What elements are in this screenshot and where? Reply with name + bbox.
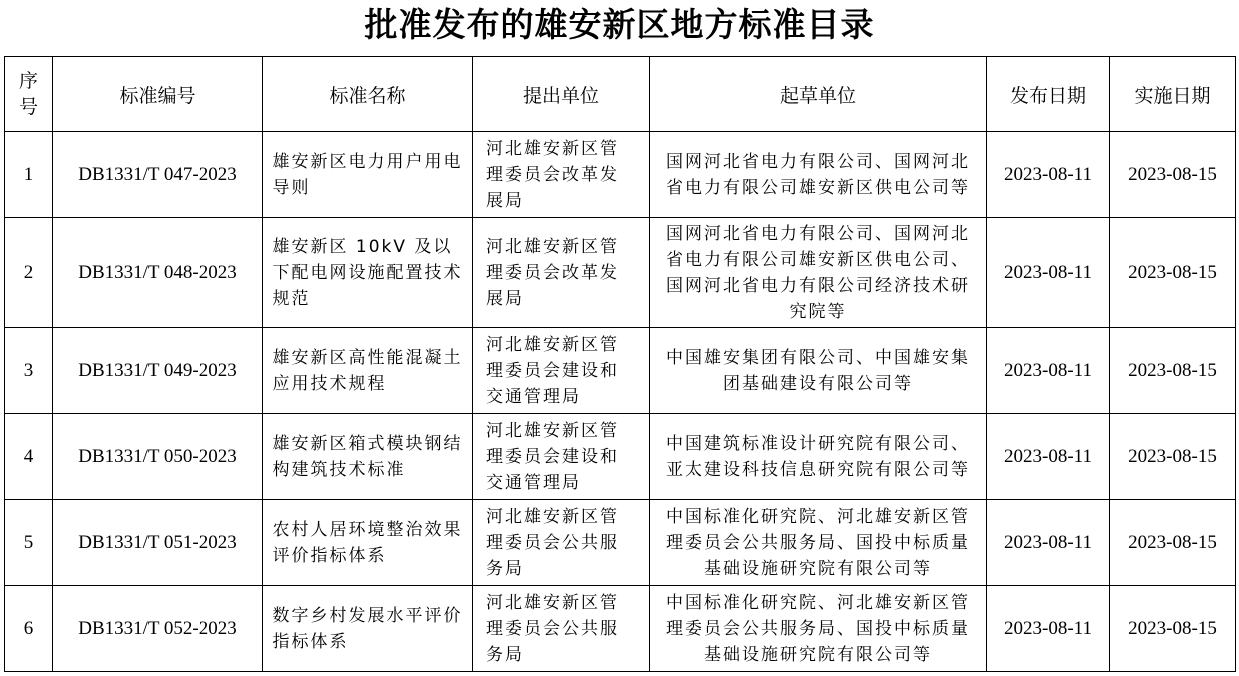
row-seq: 1 — [5, 132, 53, 218]
row-effective-date: 2023-08-15 — [1110, 414, 1236, 500]
table-row — [5, 414, 1236, 500]
row-publish-date: 2023-08-11 — [987, 132, 1110, 218]
row-drafter: 中国雄安集团有限公司、中国雄安集团基础建设有限公司等 — [666, 347, 970, 394]
row-seq: 3 — [5, 328, 53, 414]
row-name: 雄安新区高性能混凝土应用技术规程 — [272, 347, 463, 394]
row-proposer: 河北雄安新区管理委员会公共服务局 — [486, 592, 619, 665]
row-name: 雄安新区电力用户用电导则 — [272, 151, 463, 198]
row-code: DB1331/T 052-2023 — [53, 586, 263, 672]
table-row — [5, 132, 1236, 218]
row-publish-date: 2023-08-11 — [987, 500, 1110, 586]
row-proposer: 河北雄安新区管理委员会公共服务局 — [486, 506, 619, 579]
row-name: 农村人居环境整治效果评价指标体系 — [272, 519, 463, 566]
standards-table — [4, 56, 1236, 672]
row-publish-date: 2023-08-11 — [987, 586, 1110, 672]
row-effective-date: 2023-08-15 — [1110, 132, 1236, 218]
table-row — [5, 328, 1236, 414]
row-publish-date: 2023-08-11 — [987, 414, 1110, 500]
table-row — [5, 500, 1236, 586]
row-drafter: 中国建筑标准设计研究院有限公司、亚太建设科技信息研究院有限公司等 — [666, 433, 970, 480]
row-publish-date: 2023-08-11 — [987, 218, 1110, 328]
row-drafter: 中国标准化研究院、河北雄安新区管理委员会公共服务局、国投中标质量基础设施研究院有限公司等 — [666, 592, 970, 665]
row-seq: 4 — [5, 414, 53, 500]
row-proposer: 河北雄安新区管理委员会改革发展局 — [486, 138, 619, 211]
row-proposer: 河北雄安新区管理委员会改革发展局 — [486, 236, 619, 309]
header-name: 标准名称 — [263, 57, 473, 132]
row-effective-date: 2023-08-15 — [1110, 218, 1236, 328]
row-name: 雄安新区 10kV 及以下配电网设施配置技术规范 — [272, 236, 463, 309]
table-row — [5, 218, 1236, 328]
header-effective-date: 实施日期 — [1110, 57, 1236, 132]
row-seq: 6 — [5, 586, 53, 672]
row-code: DB1331/T 047-2023 — [53, 132, 263, 218]
row-effective-date: 2023-08-15 — [1110, 586, 1236, 672]
header-drafter: 起草单位 — [650, 57, 987, 132]
header-seq — [5, 57, 53, 132]
row-drafter: 国网河北省电力有限公司、国网河北省电力有限公司雄安新区供电公司、国网河北省电力有限公司经济技术研究院等 — [666, 223, 970, 322]
row-effective-date: 2023-08-15 — [1110, 328, 1236, 414]
row-code: DB1331/T 050-2023 — [53, 414, 263, 500]
row-code: DB1331/T 051-2023 — [53, 500, 263, 586]
header-code: 标准编号 — [53, 57, 263, 132]
header-seq-label: 序号 — [18, 70, 38, 118]
table-header-row — [5, 57, 1236, 132]
row-proposer: 河北雄安新区管理委员会建设和交通管理局 — [486, 334, 619, 407]
row-seq: 5 — [5, 500, 53, 586]
header-publish-date: 发布日期 — [987, 57, 1110, 132]
page-title: 批准发布的雄安新区地方标准目录 — [364, 5, 875, 44]
row-seq: 2 — [5, 218, 53, 328]
row-proposer: 河北雄安新区管理委员会建设和交通管理局 — [486, 420, 619, 493]
row-code: DB1331/T 048-2023 — [53, 218, 263, 328]
header-proposer: 提出单位 — [473, 57, 650, 132]
row-name: 雄安新区箱式模块钢结构建筑技术标准 — [272, 433, 463, 480]
row-drafter: 国网河北省电力有限公司、国网河北省电力有限公司雄安新区供电公司等 — [666, 151, 970, 198]
row-effective-date: 2023-08-15 — [1110, 500, 1236, 586]
row-name: 数字乡村发展水平评价指标体系 — [272, 605, 463, 652]
row-code: DB1331/T 049-2023 — [53, 328, 263, 414]
table-row — [5, 586, 1236, 672]
row-publish-date: 2023-08-11 — [987, 328, 1110, 414]
row-drafter: 中国标准化研究院、河北雄安新区管理委员会公共服务局、国投中标质量基础设施研究院有限公司等 — [666, 506, 970, 579]
